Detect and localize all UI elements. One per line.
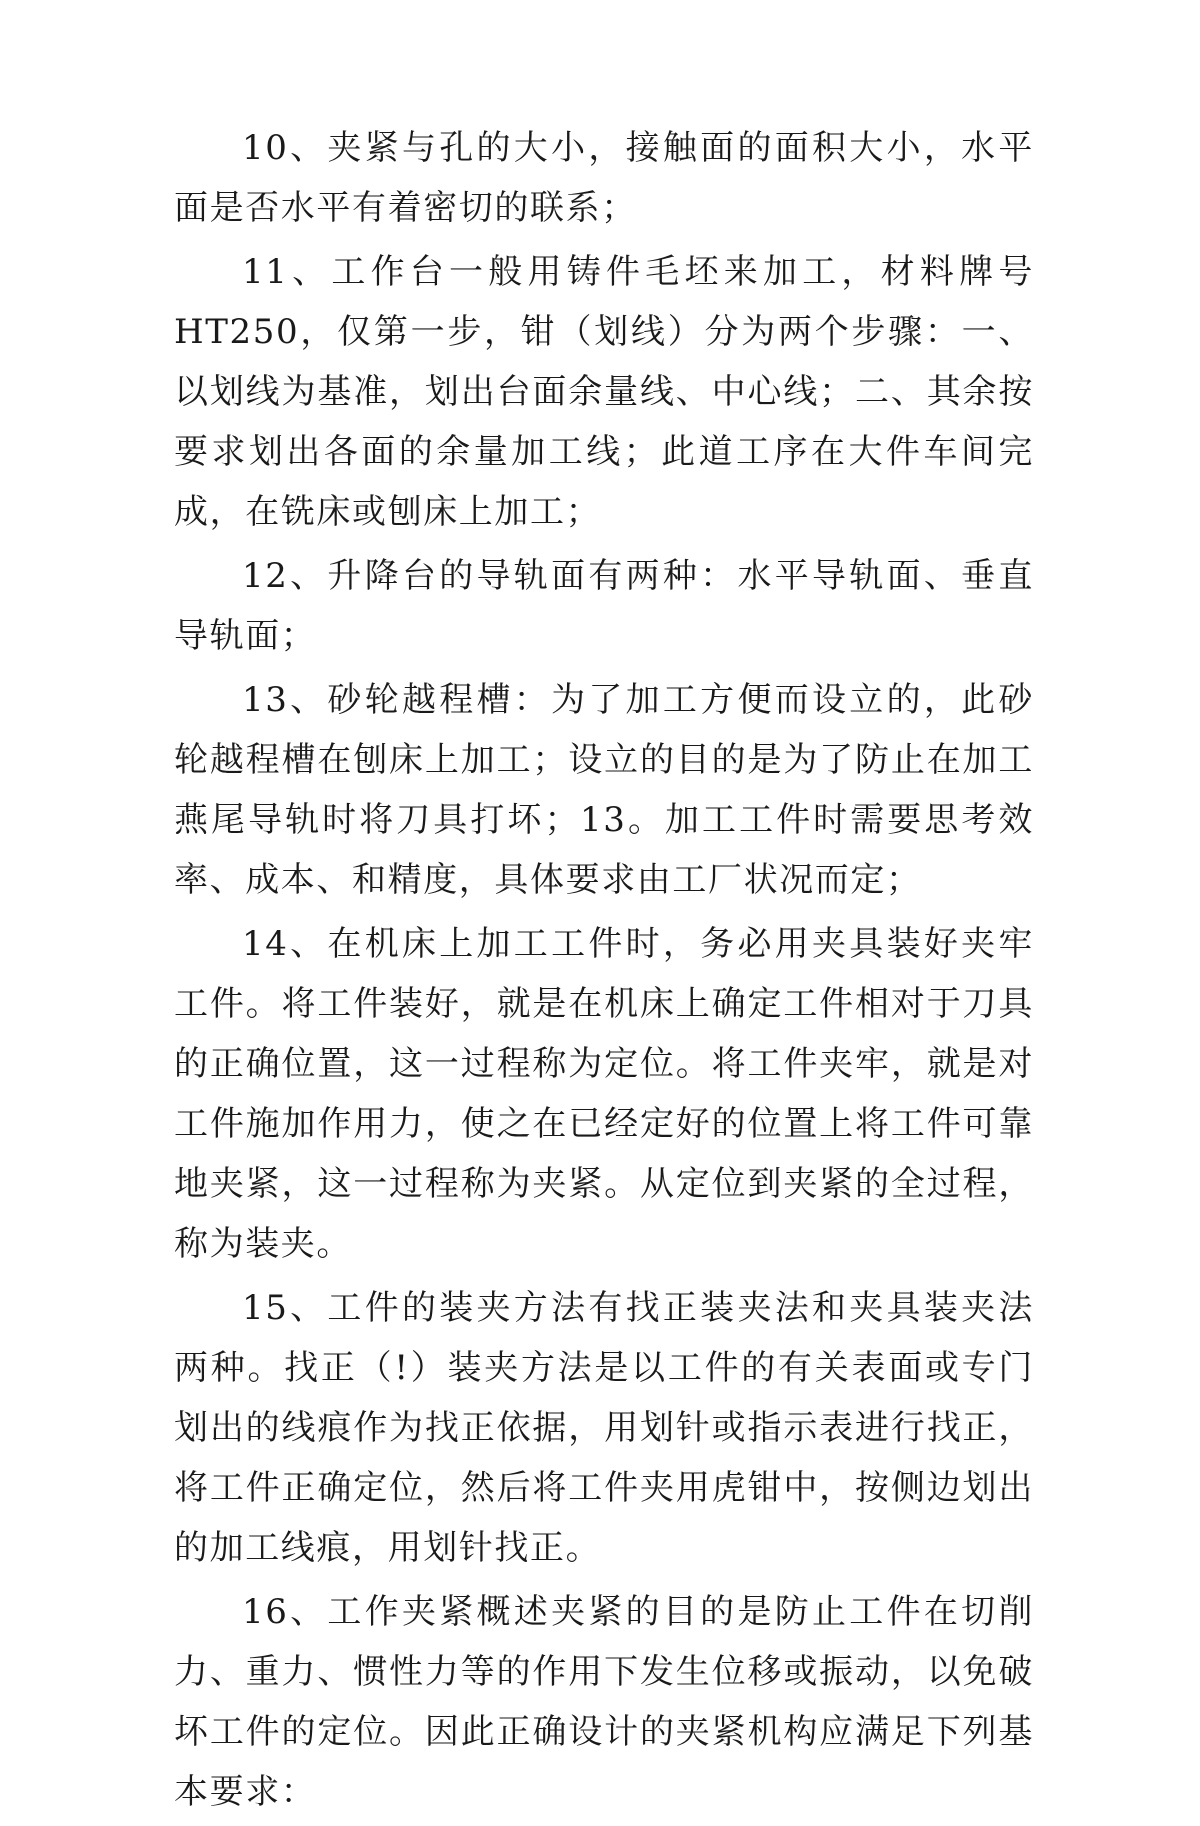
paragraph-11: 11、工作台一般用铸件毛坯来加工，材料牌号HT250，仅第一步，钳（划线）分为两个步骤：一、以划线为基准，划出台面余量线、中心线；二、其余按要求划出各面的余量加工线；此道工序在大件车间完成，在铣床或刨床上加工； [174,252,1034,532]
paragraph-13: 13、砂轮越程槽：为了加工方便而设立的，此砂轮越程槽在刨床上加工；设立的目的是为了防止在加工燕尾导轨时将刀具打坏；13。加工工件时需要思考效率、成本、和精度，具体要求由工厂状况而定； [174,680,1034,900]
paragraph-14: 14、在机床上加工工件时，务必用夹具装好夹牢工件。将工件装好，就是在机床上确定工件相对于刀具的正确位置，这一过程称为定位。将工件夹牢，就是对工件施加作用力，使之在已经定好的位置上将工件可靠地夹紧，这一过程称为夹紧。从定位到夹紧的全过程，称为装夹。 [174,924,1034,1264]
document-body [174,118,1034,1826]
paragraph-12: 12、升降台的导轨面有两种：水平导轨面、垂直导轨面； [174,556,1034,656]
paragraph-15: 15、工件的装夹方法有找正装夹法和夹具装夹法两种。找正（!）装夹方法是以工件的有关表面或专门划出的线痕作为找正依据，用划针或指示表进行找正，将工件正确定位，然后将工件夹用虎钳中，按侧边划出的加工线痕，用划针找正。 [174,1288,1034,1568]
paragraph-10: 10、夹紧与孔的大小，接触面的面积大小，水平面是否水平有着密切的联系； [174,128,1034,228]
paragraph-16: 16、工作夹紧概述夹紧的目的是防止工件在切削力、重力、惯性力等的作用下发生位移或振动，以免破坏工件的定位。因此正确设计的夹紧机构应满足下列基本要求： [174,1592,1034,1812]
